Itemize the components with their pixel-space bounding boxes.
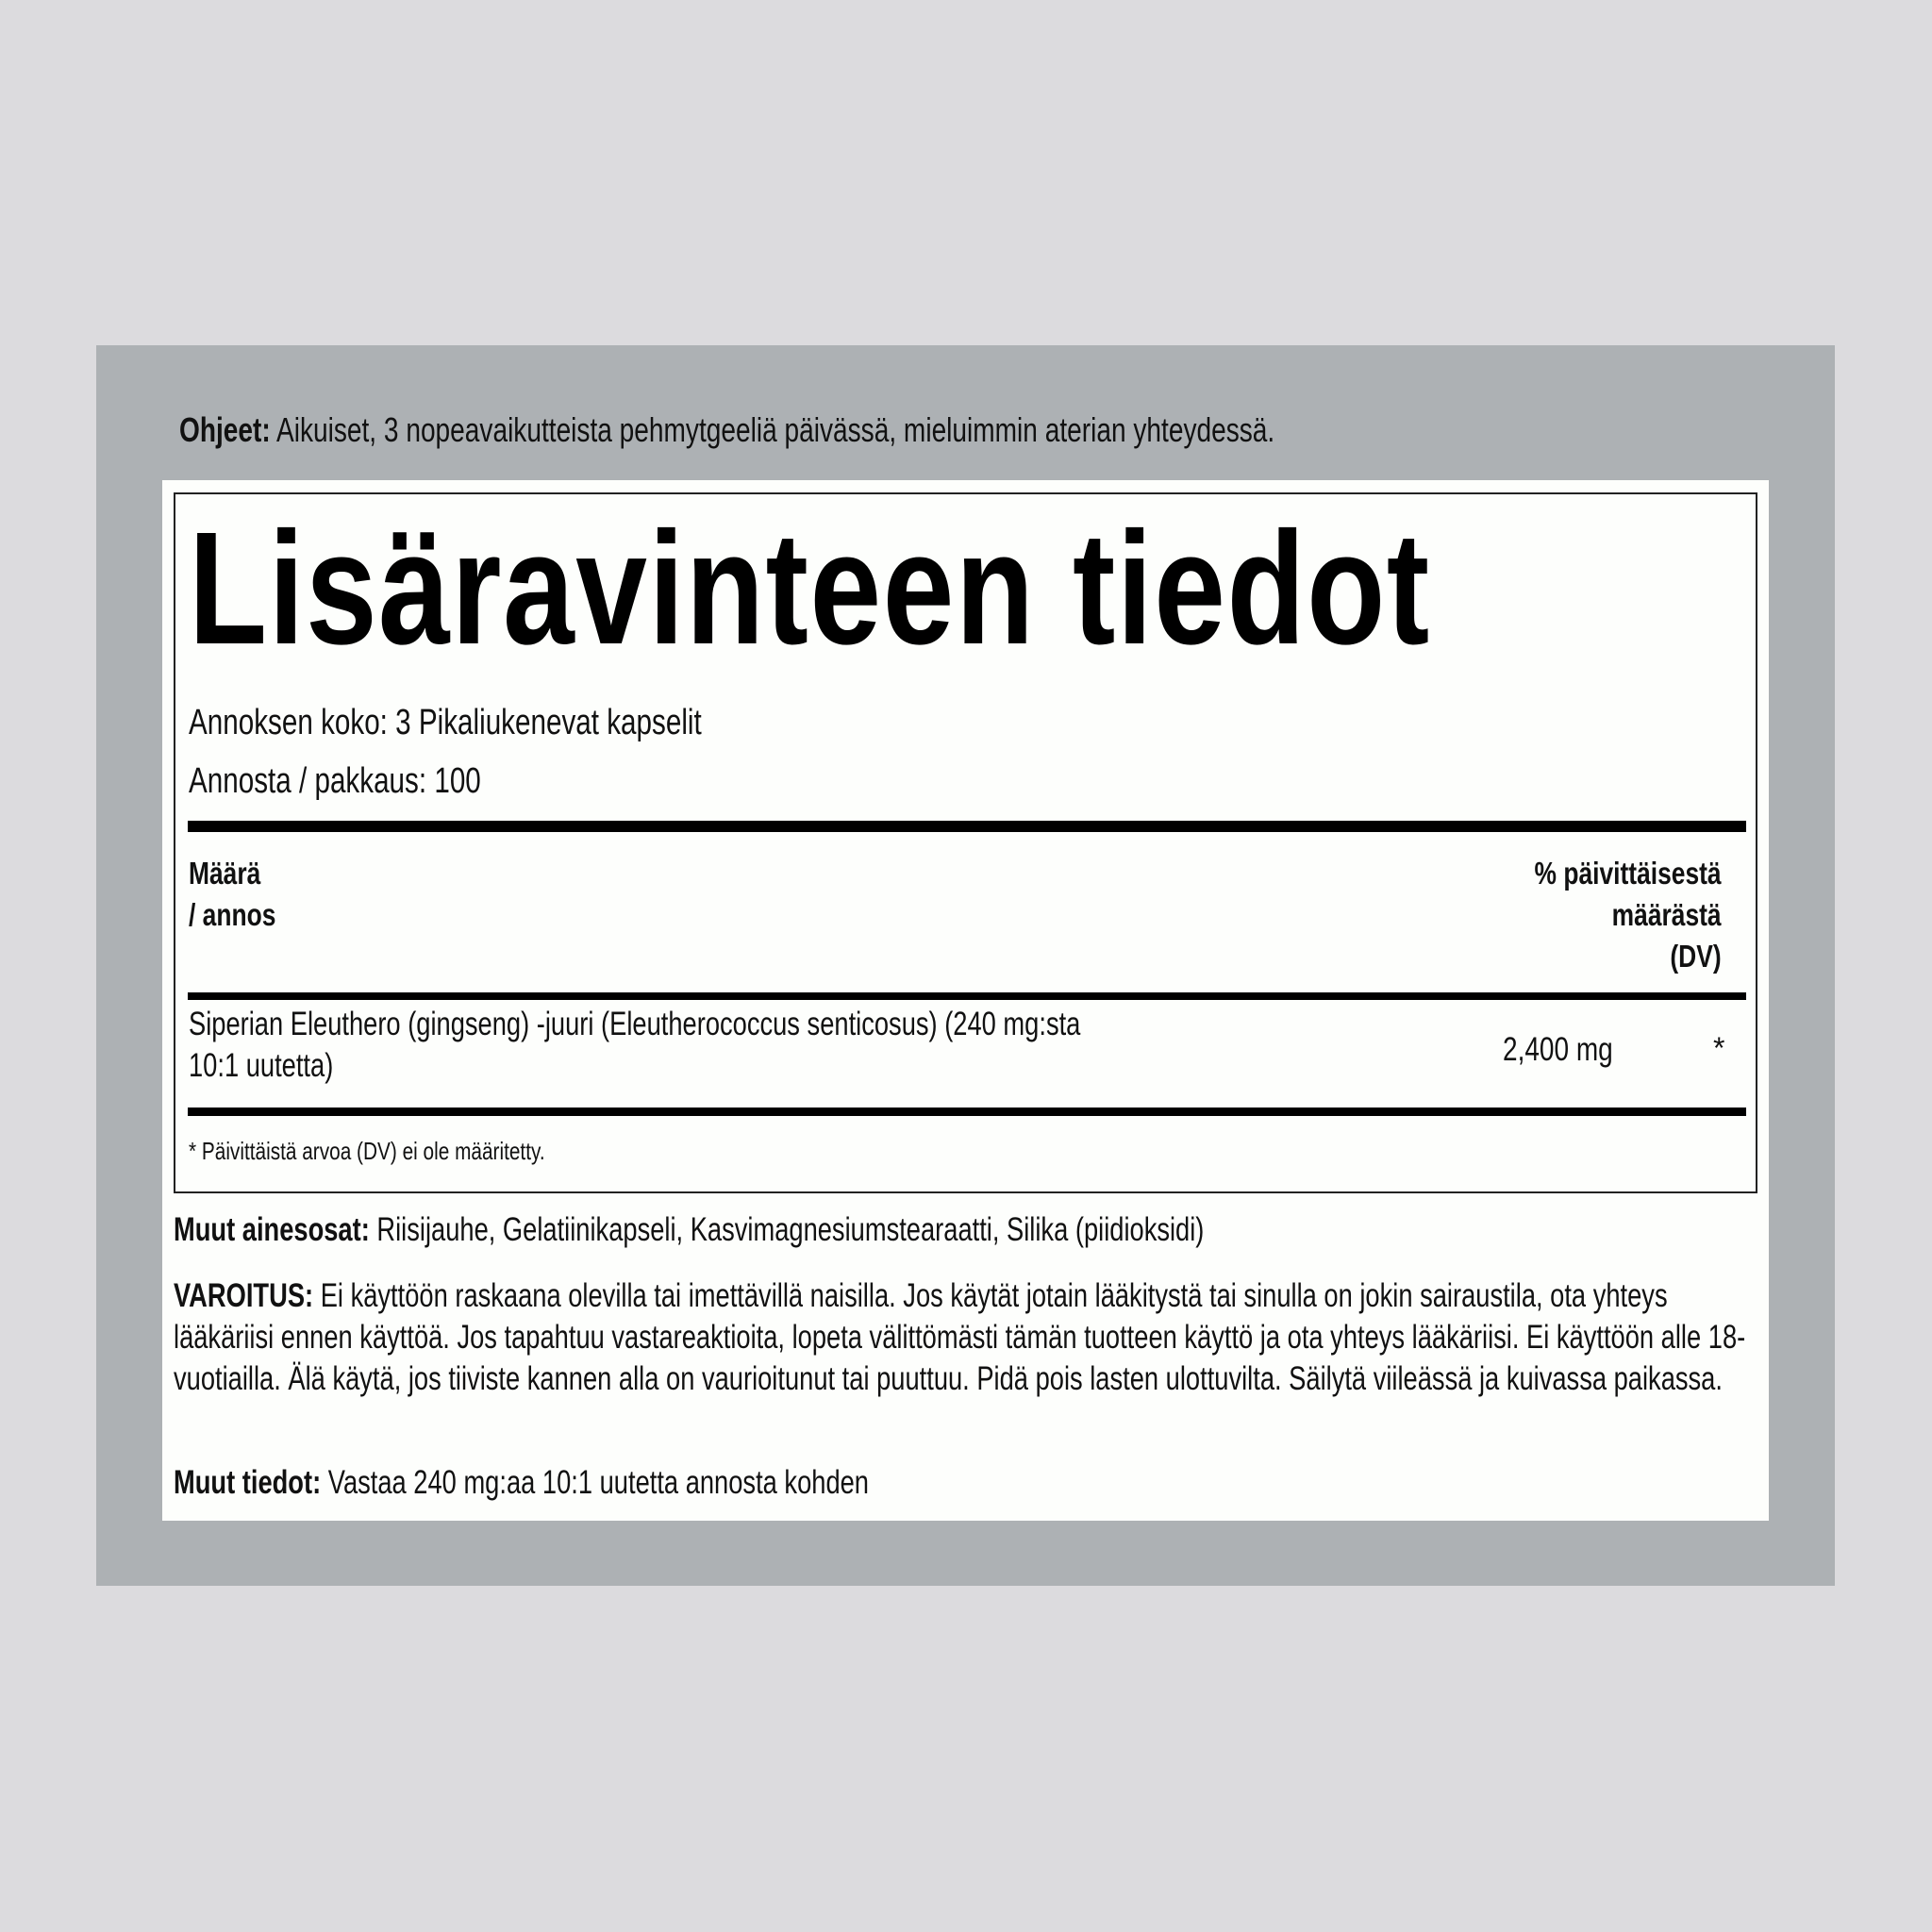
servings-per-container: Annosta / pakkaus: 100 — [189, 761, 481, 801]
directions-label: Ohjeet: — [179, 410, 271, 449]
other-ingredients-label: Muut ainesosat: — [174, 1211, 370, 1248]
other-info-label: Muut tiedot: — [174, 1464, 322, 1501]
other-info — [174, 1462, 869, 1504]
header-right-line1: % päivittäisestä — [1534, 856, 1722, 891]
amount-per-serving-header — [189, 853, 275, 936]
warning-label: VAROITUS: — [174, 1277, 314, 1314]
header-left-line2: / annos — [189, 897, 276, 932]
header-right-line3: (DV) — [1670, 939, 1722, 974]
serving-size: Annoksen koko: 3 Pikaliukenevat kapselit — [189, 703, 702, 742]
other-ingredients-text: Riisijauhe, Gelatiinikapseli, Kasvimagnesiumstearaatti, Silika (piidioksidi) — [369, 1211, 1205, 1248]
daily-value-footnote: * Päivittäistä arvoa (DV) ei ole määritetty. — [189, 1137, 545, 1165]
rule-below-ingredients — [188, 1108, 1746, 1116]
ingredient-daily-value: * — [1713, 1031, 1725, 1065]
header-left-line1: Määrä — [189, 856, 261, 891]
warning-text: Ei käyttöön raskaana olevilla tai imettävillä naisilla. Jos käytät jotain lääkitystä tai sinulla on jokin sairaustila, ota yhteys lääkäriisi ennen käyttöä. Jos tapahtuu vastareaktioita, lopeta välittömästi tämän tuotteen käyttö ja ota yhteys lääkäriisi. Ei käyttöön alle 18-vuotiailla. Älä käytä, jos tiiviste kannen alla on vaurioitunut tai puuttuu. Pidä pois lasten ulottuvilta. Säilytä viileässä ja kuivassa paikassa. — [174, 1277, 1746, 1397]
ingredient-amount: 2,400 mg — [1503, 1031, 1613, 1068]
other-info-text: Vastaa 240 mg:aa 10:1 uutetta annosta kohden — [321, 1464, 869, 1501]
supplement-facts-box — [174, 492, 1757, 1193]
thick-rule-top — [188, 821, 1746, 832]
directions-body: Aikuiset, 3 nopeavaikutteista pehmytgeeliä päivässä, mieluimmin aterian yhteydessä. — [270, 410, 1275, 449]
ingredient-name-line1: Siperian Eleuthero (gingseng) -juuri (Eleutherococcus senticosus) (240 mg:sta — [189, 1006, 1081, 1042]
ingredient-name-line2: 10:1 uutetta) — [189, 1047, 334, 1084]
supplement-facts-title: Lisäravinteen tiedot — [189, 499, 1431, 678]
directions-text — [179, 408, 1274, 453]
ingredient-name — [189, 1004, 1080, 1087]
header-right-line2: määrästä — [1612, 897, 1722, 932]
other-ingredients — [174, 1209, 1204, 1251]
daily-value-header — [1535, 853, 1722, 977]
warning — [174, 1275, 1756, 1400]
rule-below-header — [188, 992, 1746, 1000]
